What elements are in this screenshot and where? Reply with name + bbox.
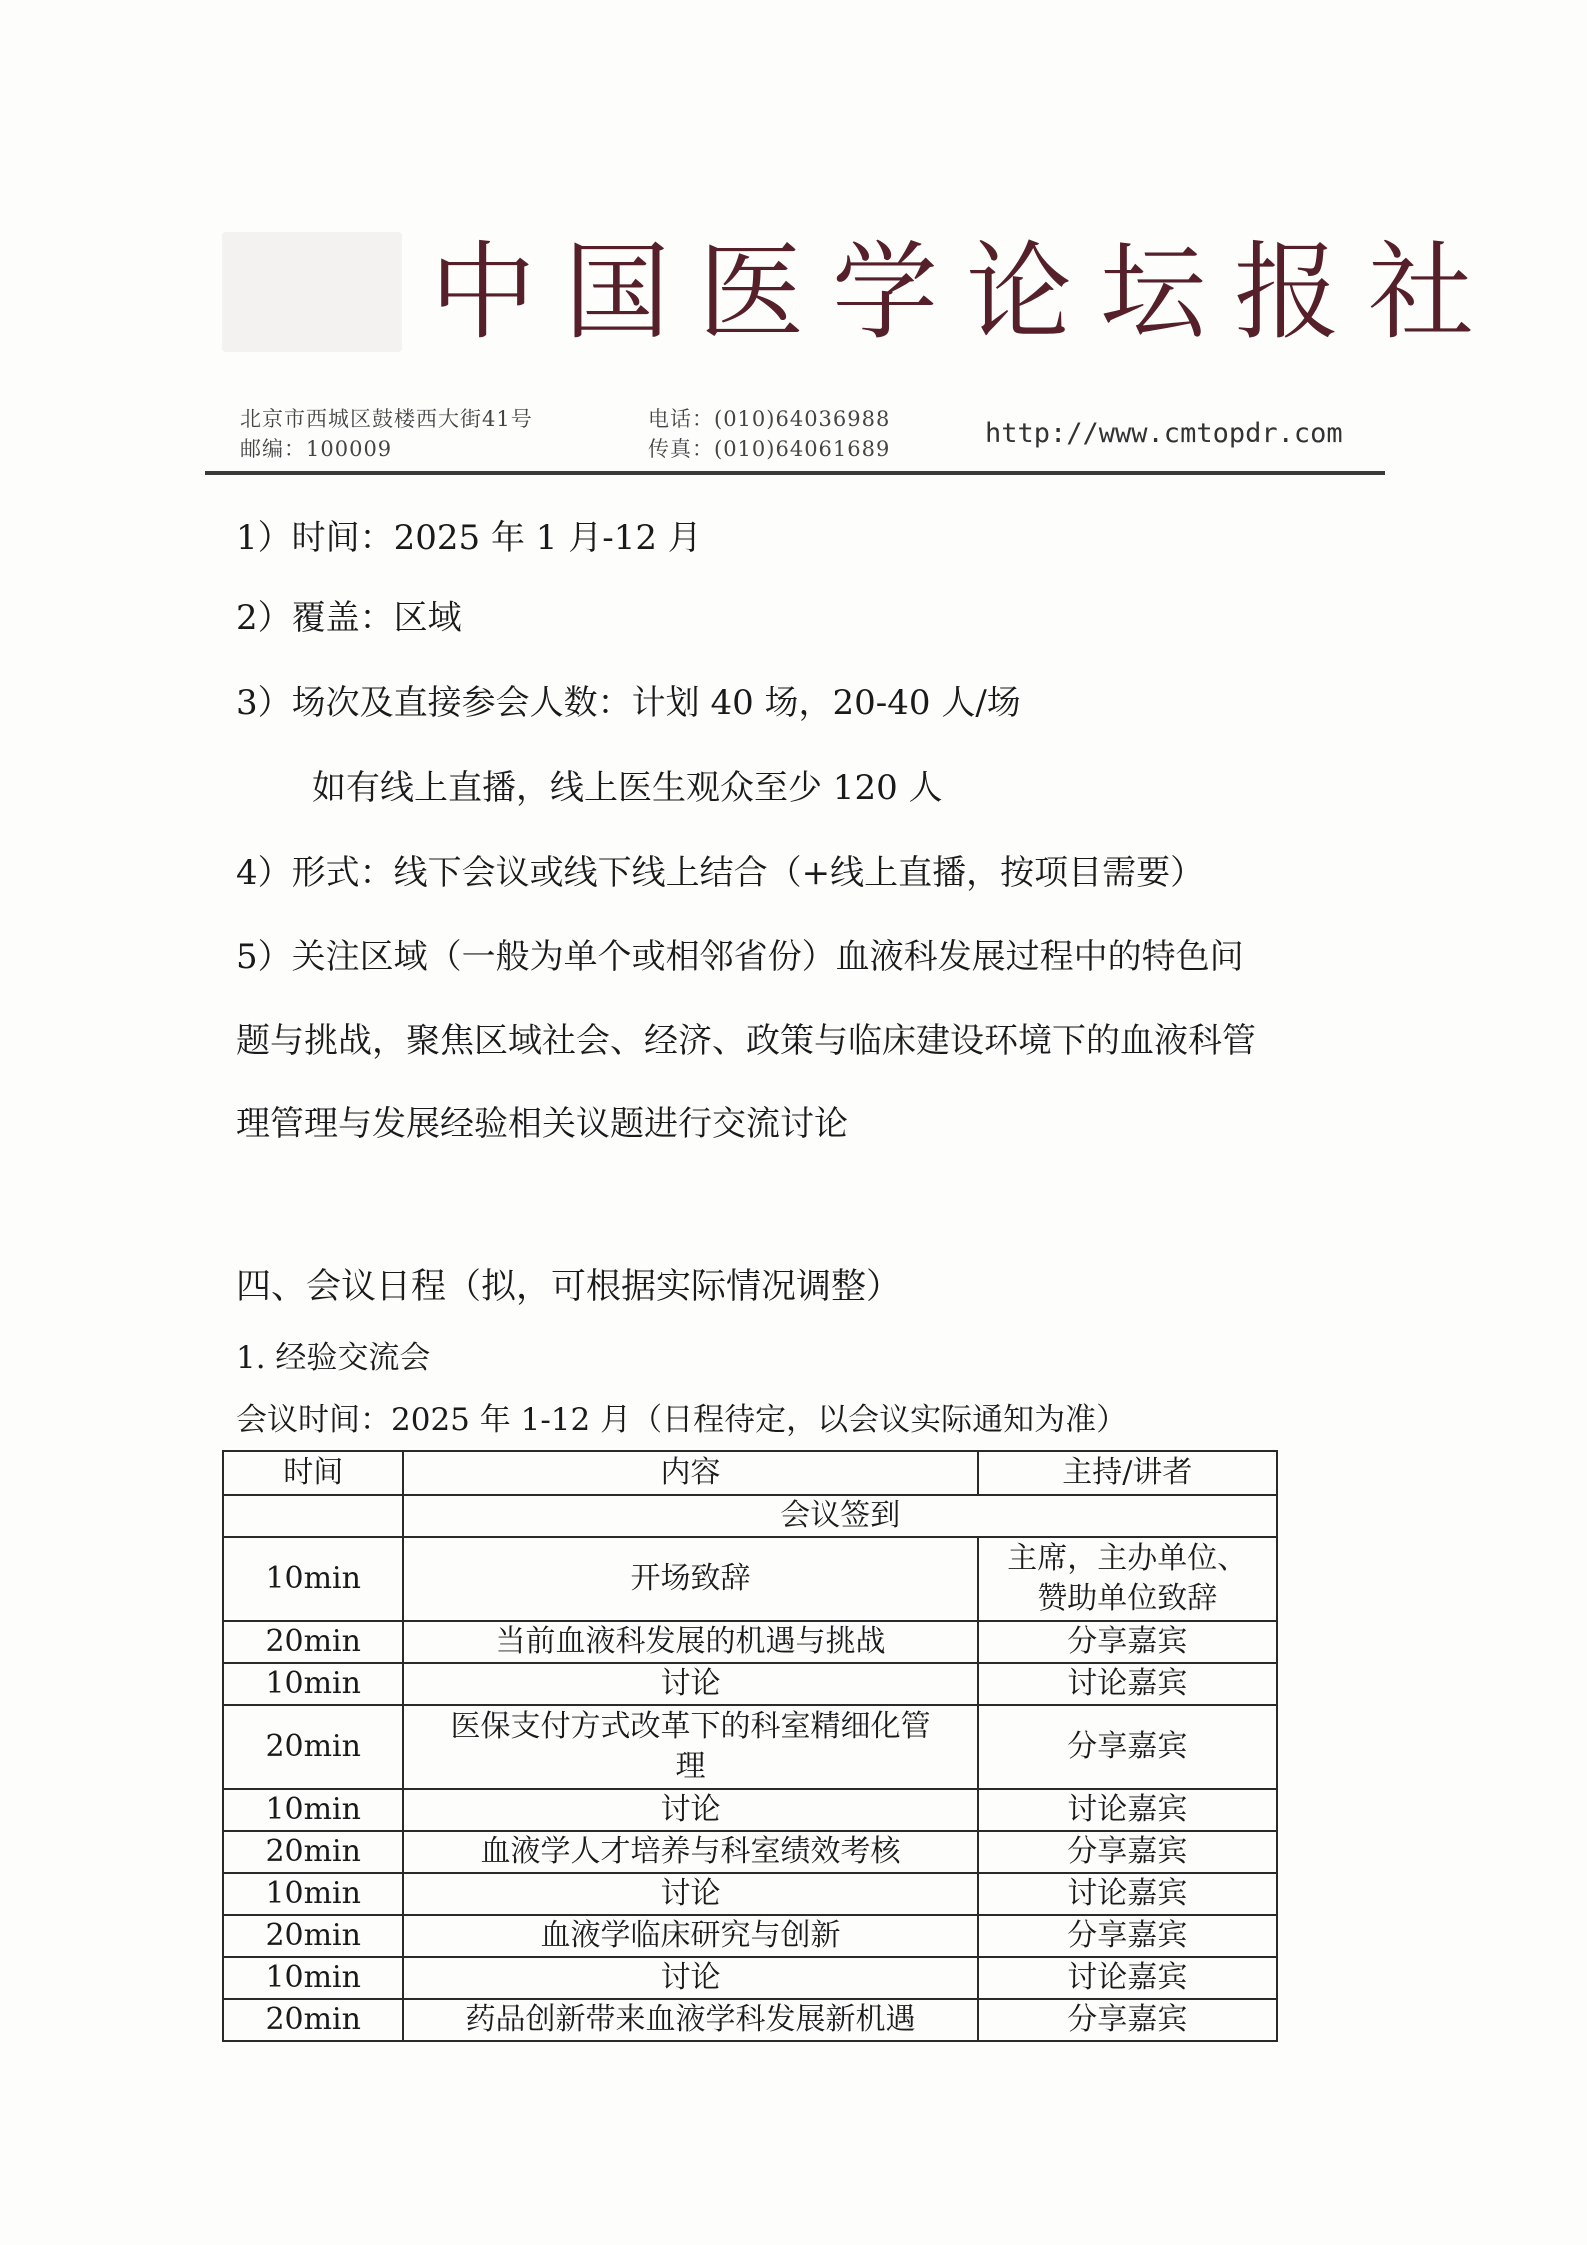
host-cell: 讨论嘉宾 [978,1663,1277,1705]
host-cell: 讨论嘉宾 [978,1789,1277,1831]
table-row [223,1663,1277,1705]
content-line: 医保支付方式改革下的科室精细化管 [450,1709,931,1744]
content-cell: 血液学人才培养与科室绩效考核 [403,1831,977,1873]
postcode-line: 邮编：100009 [240,437,393,461]
item-focus-line-1: 5）关注区域（一般为单个或相邻省份）血液科发展过程中的特色问 [236,937,1244,977]
sign-in-cell: 会议签到 [403,1495,1277,1537]
table-row [223,1789,1277,1831]
host-cell [978,1537,1277,1621]
item-sessions: 3）场次及直接参会人数：计划 40 场，20-40 人/场 [236,683,1021,723]
content-cell: 当前血液科发展的机遇与挑战 [403,1621,977,1663]
section-heading: 四、会议日程（拟，可根据实际情况调整） [236,1267,902,1307]
content-cell: 讨论 [403,1957,977,1999]
content-cell [403,1705,977,1789]
header-time: 时间 [223,1451,403,1495]
phone-line: 电话：(010)64036988 [648,407,891,431]
time-cell: 10min [223,1663,403,1705]
time-cell: 10min [223,1957,403,1999]
content-cell: 开场致辞 [403,1537,977,1621]
item-online: 如有线上直播，线上医生观众至少 120 人 [312,768,943,808]
letterhead-divider [205,471,1385,475]
item-focus-line-3: 理管理与发展经验相关议题进行交流讨论 [236,1104,848,1144]
header-content: 内容 [403,1451,977,1495]
content-cell: 讨论 [403,1663,977,1705]
item-time: 1）时间：2025 年 1 月-12 月 [236,518,702,558]
host-line: 主席，主办单位、 [1007,1541,1248,1576]
content-cell: 血液学临床研究与创新 [403,1915,977,1957]
table-row [223,1537,1277,1621]
host-cell: 分享嘉宾 [978,1999,1277,2041]
address-line: 北京市西城区鼓楼西大街41号 [240,407,533,431]
time-cell: 10min [223,1789,403,1831]
item-coverage: 2）覆盖：区域 [236,598,462,638]
time-cell: 10min [223,1537,403,1621]
host-line: 赞助单位致辞 [1037,1581,1218,1616]
table-row [223,1831,1277,1873]
time-cell: 20min [223,1999,403,2041]
org-title: 中国医学论坛报社 [430,231,1502,354]
content-cell: 药品创新带来血液学科发展新机遇 [403,1999,977,2041]
table-row [223,1999,1277,2041]
host-cell: 分享嘉宾 [978,1915,1277,1957]
host-cell: 讨论嘉宾 [978,1873,1277,1915]
section-subheading: 1. 经验交流会 [236,1340,431,1376]
time-cell [223,1495,403,1537]
agenda-table [222,1450,1278,2042]
logo-placeholder [222,232,402,352]
table-row [223,1915,1277,1957]
content-cell: 讨论 [403,1789,977,1831]
table-row [223,1957,1277,1999]
contact-block [648,404,890,464]
host-cell: 分享嘉宾 [978,1831,1277,1873]
website-text: http://www.cmtopdr.com [985,418,1343,449]
address-block [240,404,533,464]
time-cell: 20min [223,1705,403,1789]
fax-line: 传真：(010)64061689 [648,437,891,461]
table-row [223,1621,1277,1663]
table-row [223,1705,1277,1789]
meeting-time: 会议时间：2025 年 1-12 月（日程待定，以会议实际通知为准） [236,1402,1128,1438]
table-header-row [223,1451,1277,1495]
content-cell: 讨论 [403,1873,977,1915]
table-row [223,1873,1277,1915]
time-cell: 20min [223,1621,403,1663]
time-cell: 10min [223,1873,403,1915]
table-row [223,1495,1277,1537]
header-host: 主持/讲者 [978,1451,1277,1495]
host-cell: 讨论嘉宾 [978,1957,1277,1999]
host-cell: 分享嘉宾 [978,1705,1277,1789]
item-format: 4）形式：线下会议或线下线上结合（+线上直播，按项目需要） [236,853,1205,893]
host-cell: 分享嘉宾 [978,1621,1277,1663]
content-line: 理 [675,1749,706,1784]
time-cell: 20min [223,1831,403,1873]
time-cell: 20min [223,1915,403,1957]
item-focus-line-2: 题与挑战，聚焦区域社会、经济、政策与临床建设环境下的血液科管 [236,1021,1256,1061]
